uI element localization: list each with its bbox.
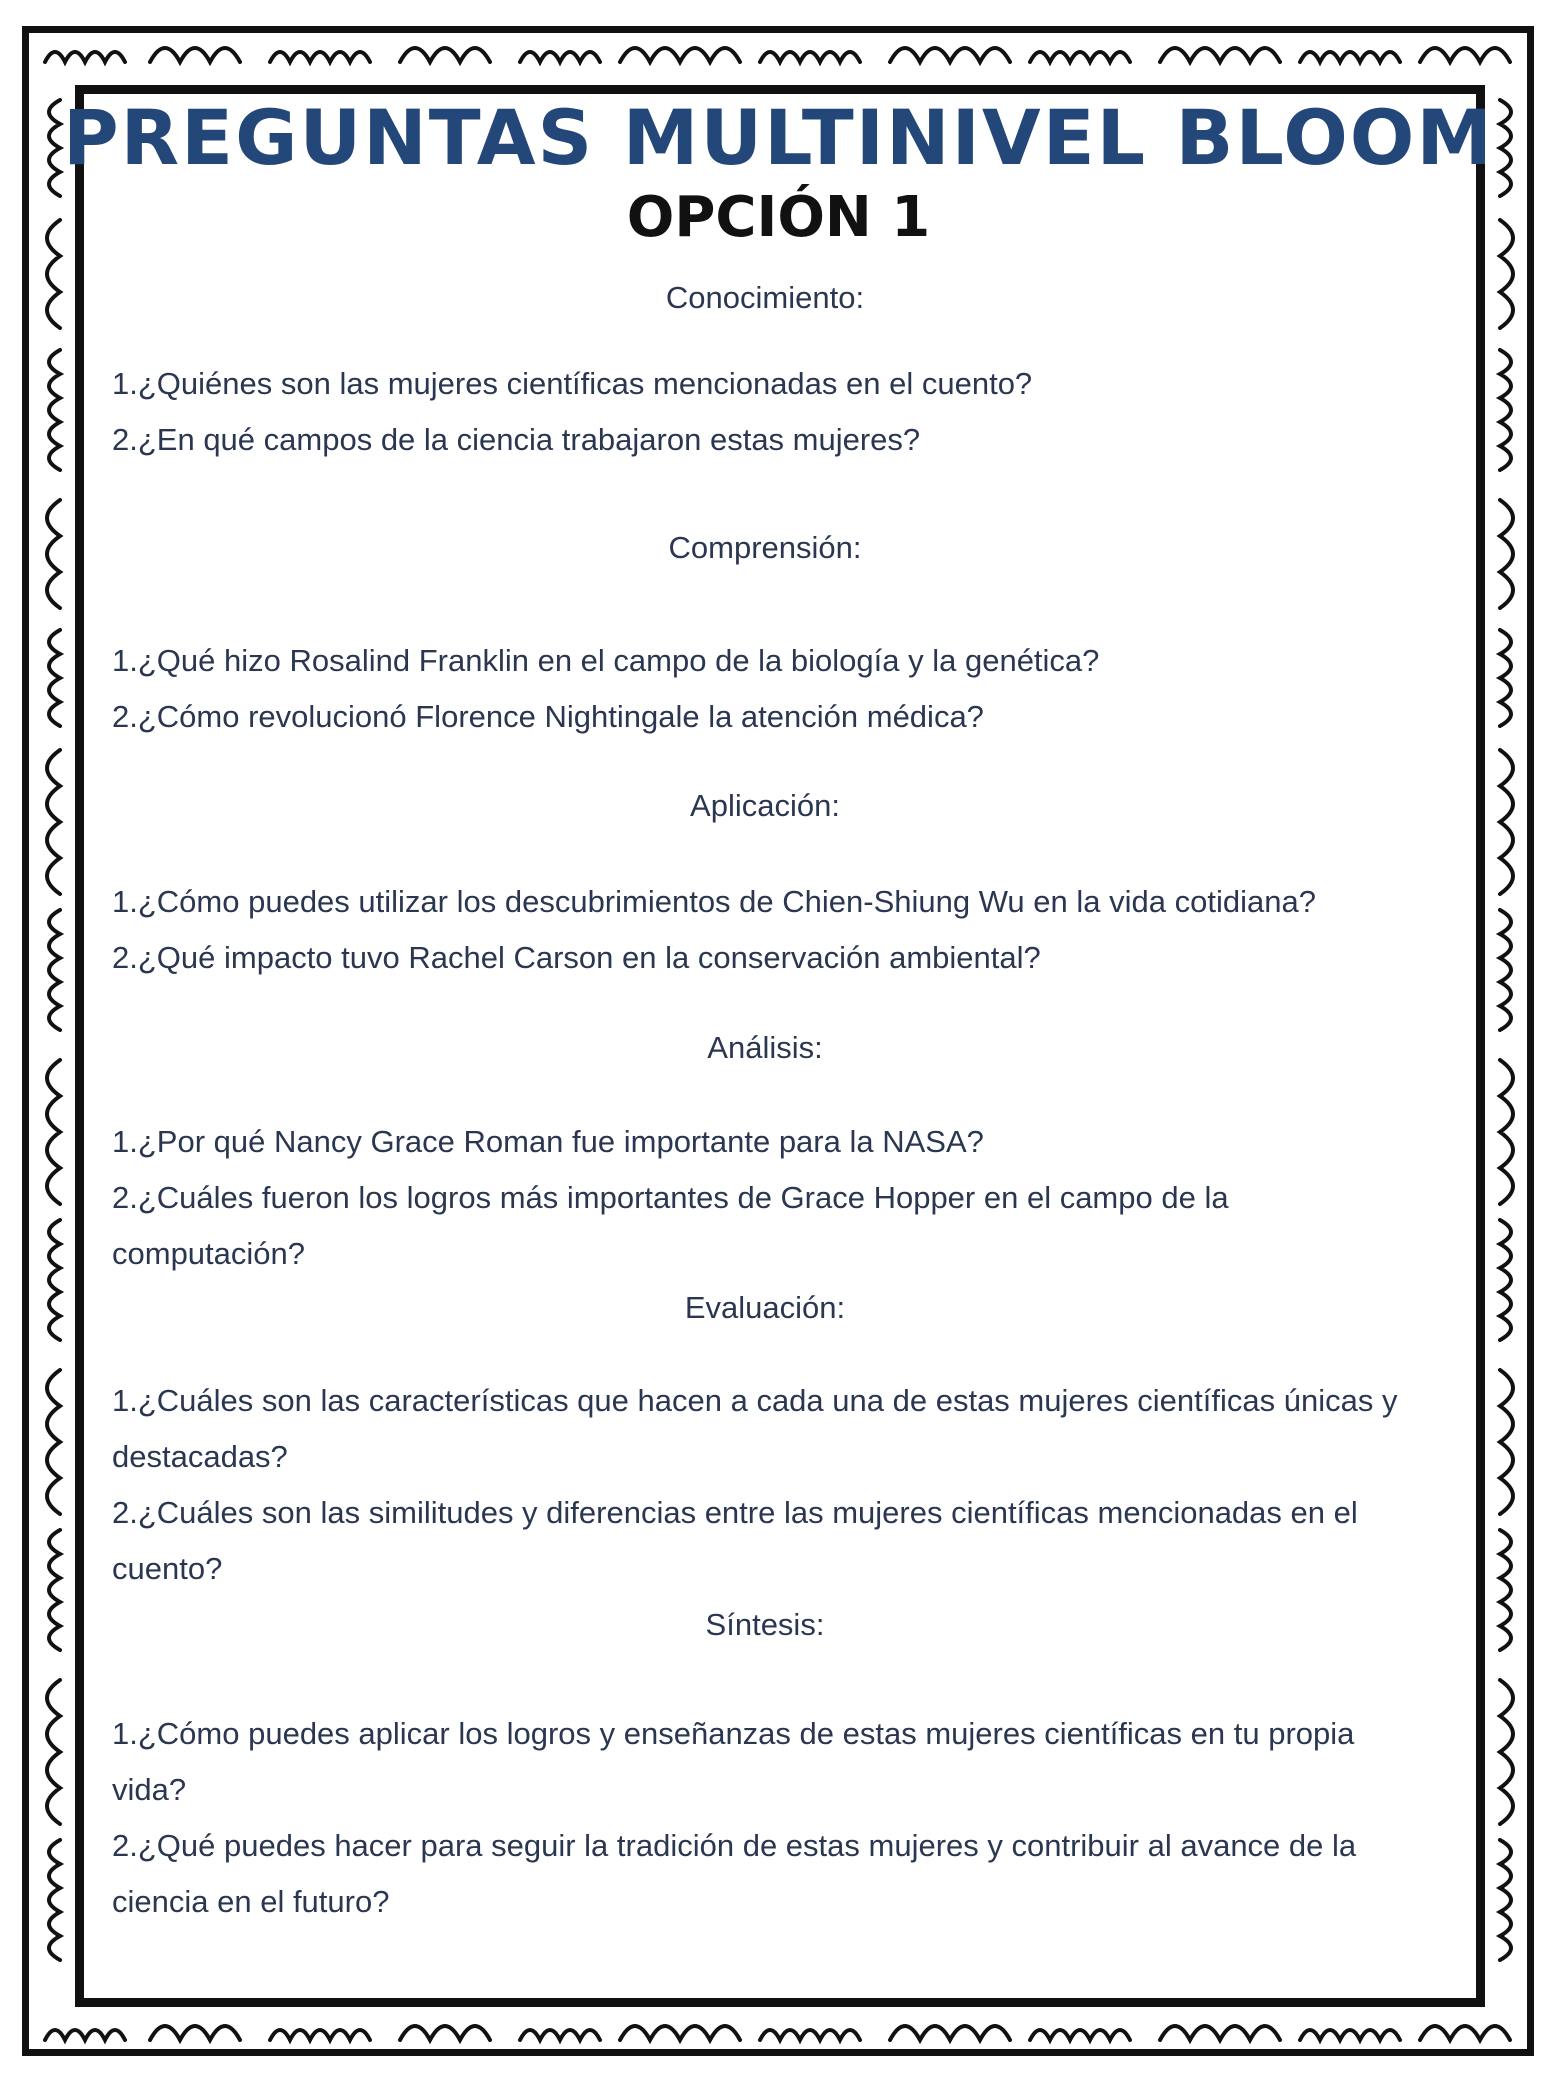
section-heading-analisis: Análisis: bbox=[707, 1030, 823, 1065]
section-heading-conocimiento: Conocimiento: bbox=[665, 280, 865, 315]
question-item: 1.¿Quiénes son las mujeres científicas mencionadas en el cuento? bbox=[112, 366, 1033, 401]
section-heading-sintesis: Síntesis: bbox=[705, 1607, 825, 1642]
question-item: 1.¿Cómo puedes utilizar los descubrimientos de Chien-Shiung Wu en la vida cotidiana? bbox=[112, 884, 1316, 919]
question-item: 1.¿Cómo puedes aplicar los logros y enseñanzas de estas mujeres científicas en tu propia vida? bbox=[112, 1716, 1355, 1807]
section-heading-comprension: Comprensión: bbox=[668, 530, 862, 565]
question-item: 1.¿Cuáles son las características que hacen a cada una de estas mujeres científicas únicas y destacadas? bbox=[112, 1383, 1398, 1474]
question-item: 2.¿Cómo revolucionó Florence Nightingale la atención médica? bbox=[112, 699, 984, 734]
question-item: 2.¿Cuáles fueron los logros más importantes de Grace Hopper en el campo de la computación? bbox=[112, 1180, 1229, 1271]
question-item: 2.¿Qué impacto tuvo Rachel Carson en la conservación ambiental? bbox=[112, 940, 1041, 975]
question-item: 2.¿Qué puedes hacer para seguir la tradición de estas mujeres y contribuir al avance de la ciencia en el futuro? bbox=[112, 1828, 1357, 1919]
question-item: 1.¿Qué hizo Rosalind Franklin en el campo de la biología y la genética? bbox=[112, 643, 1100, 678]
question-item: 2.¿Cuáles son las similitudes y diferencias entre las mujeres científicas mencionadas en el cuento? bbox=[112, 1495, 1358, 1586]
section-heading-evaluacion: Evaluación: bbox=[684, 1290, 846, 1325]
section-heading-aplicacion: Aplicación: bbox=[690, 788, 840, 823]
question-item: 1.¿Por qué Nancy Grace Roman fue importante para la NASA? bbox=[112, 1124, 984, 1159]
page-subtitle: OPCIÓN 1 bbox=[626, 185, 931, 250]
page-title: PREGUNTAS MULTINIVEL BLOOM bbox=[62, 93, 1495, 182]
question-item: 2.¿En qué campos de la ciencia trabajaron estas mujeres? bbox=[112, 422, 921, 457]
